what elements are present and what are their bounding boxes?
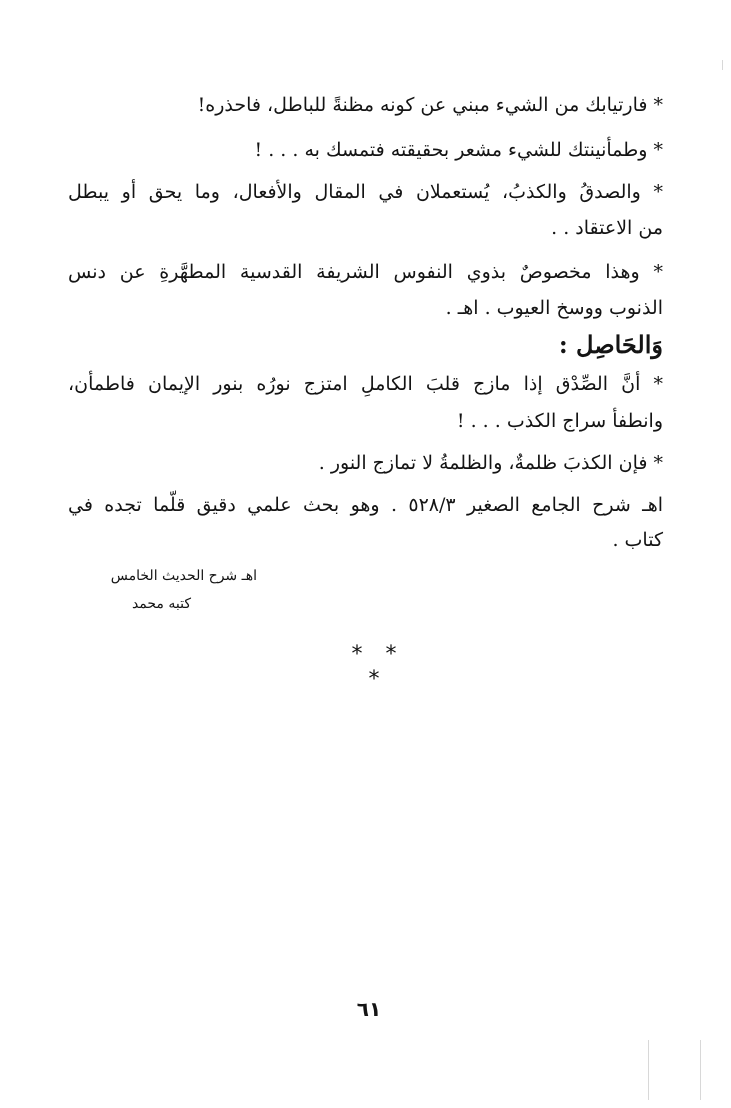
paragraph-4-line-2: الذنوب ووسخ العيوب . اهـ .: [445, 297, 663, 319]
scan-edge-line: [700, 1040, 701, 1100]
section-separator: * * *: [351, 642, 405, 692]
section-heading: وَالحَاصِل :: [558, 330, 663, 359]
handwritten-note-line-1: اهـ شرح الحديث الخامس: [110, 568, 257, 584]
citation-line-1: اهـ شرح الجامع الصغير ٥٢٨/٣ . وهو بحث علمي دقيق قلّما تجده في: [68, 494, 663, 516]
conclusion-2-line-1: * فإن الكذبَ ظلمةٌ، والظلمةُ لا تمازج النور .: [318, 452, 663, 474]
handwritten-note-line-2: كتبه محمد: [131, 596, 191, 612]
scan-speck: [722, 60, 723, 70]
paragraph-2-line-1: * وطمأنينتك للشيء مشعر بحقيقته فتمسك به . . . !: [254, 139, 663, 161]
paragraph-4-line-1: * وهذا مخصوصٌ بذوي النفوس الشريفة القدسية المطهَّرةِ عن دنس: [68, 261, 663, 283]
citation-line-2: كتاب .: [612, 529, 663, 551]
conclusion-1-line-2: وانطفأ سراج الكذب . . . !: [456, 410, 663, 432]
conclusion-1-line-1: * أنَّ الصِّدْق إذا مازج قلبَ الكاملِ امتزج نورُه بنور الإيمان فاطمأن،: [68, 373, 663, 395]
paragraph-3-line-2: من الاعتقاد . .: [551, 217, 663, 239]
paragraph-1-line-1: * فارتيابك من الشيء مبني عن كونه مظنةً للباطل، فاحذره!: [197, 94, 663, 116]
paragraph-3-line-1: * والصدقُ والكذبُ، يُستعملان في المقال والأفعال، وما يحق أو يبطل: [68, 181, 663, 203]
scan-edge-line: [648, 1040, 649, 1100]
page-number: ٦١: [356, 997, 382, 1021]
